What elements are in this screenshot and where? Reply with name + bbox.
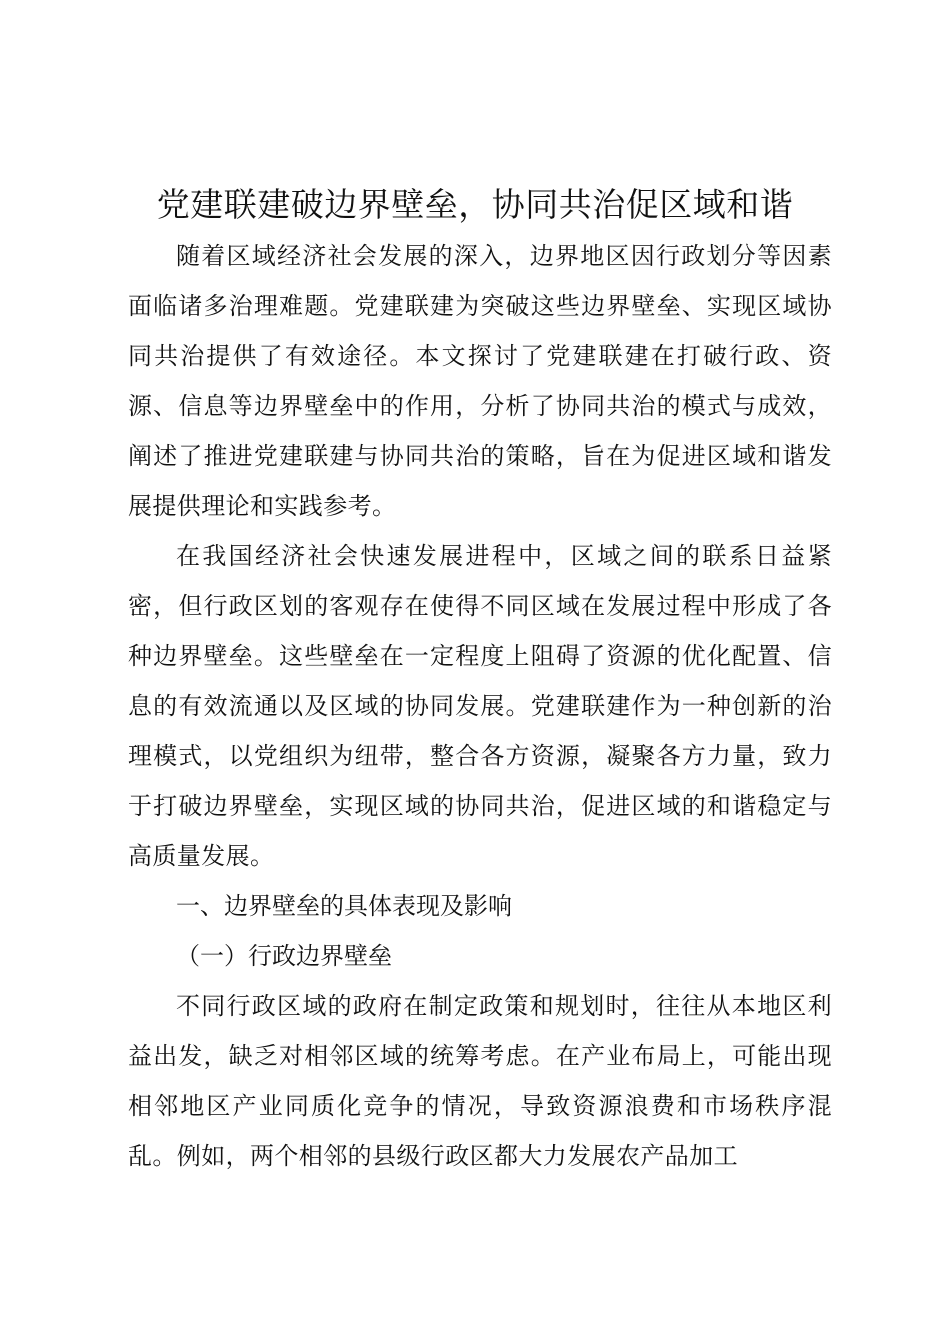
subsection-paragraph: 不同行政区域的政府在制定政策和规划时，往往从本地区利益出发，缺乏对相邻区域的统筹考虑。在产业布局上，可能出现相邻地区产业同质化竞争的情况，导致资源浪费和市场秩序混乱。例如，两个相邻的县级行政区都大力发展农产品加工 <box>128 992 832 1170</box>
document-body <box>128 231 832 1181</box>
section-heading: 一、边界壁垒的具体表现及影响 <box>176 892 512 920</box>
abstract-paragraph: 随着区域经济社会发展的深入，边界地区因行政划分等因素面临诸多治理难题。党建联建为突破这些边界壁垒、实现区域协同共治提供了有效途径。本文探讨了党建联建在打破行政、资源、信息等边界壁垒中的作用，分析了协同共治的模式与成效，阐述了推进党建联建与协同共治的策略，旨在为促进区域和谐发展提供理论和实践参考。 <box>128 242 832 520</box>
intro-paragraph: 在我国经济社会快速发展进程中，区域之间的联系日益紧密，但行政区划的客观存在使得不同区域在发展过程中形成了各种边界壁垒。这些壁垒在一定程度上阻碍了资源的优化配置、信息的有效流通以及区域的协同发展。党建联建作为一种创新的治理模式，以党组织为纽带，整合各方资源，凝聚各方力量，致力于打破边界壁垒，实现区域的协同共治，促进区域的和谐稳定与高质量发展。 <box>128 542 832 870</box>
document-title: 党建联建破边界壁垒，协同共治促区域和谐 <box>156 185 794 224</box>
subsection-heading: （一）行政边界壁垒 <box>176 942 392 970</box>
